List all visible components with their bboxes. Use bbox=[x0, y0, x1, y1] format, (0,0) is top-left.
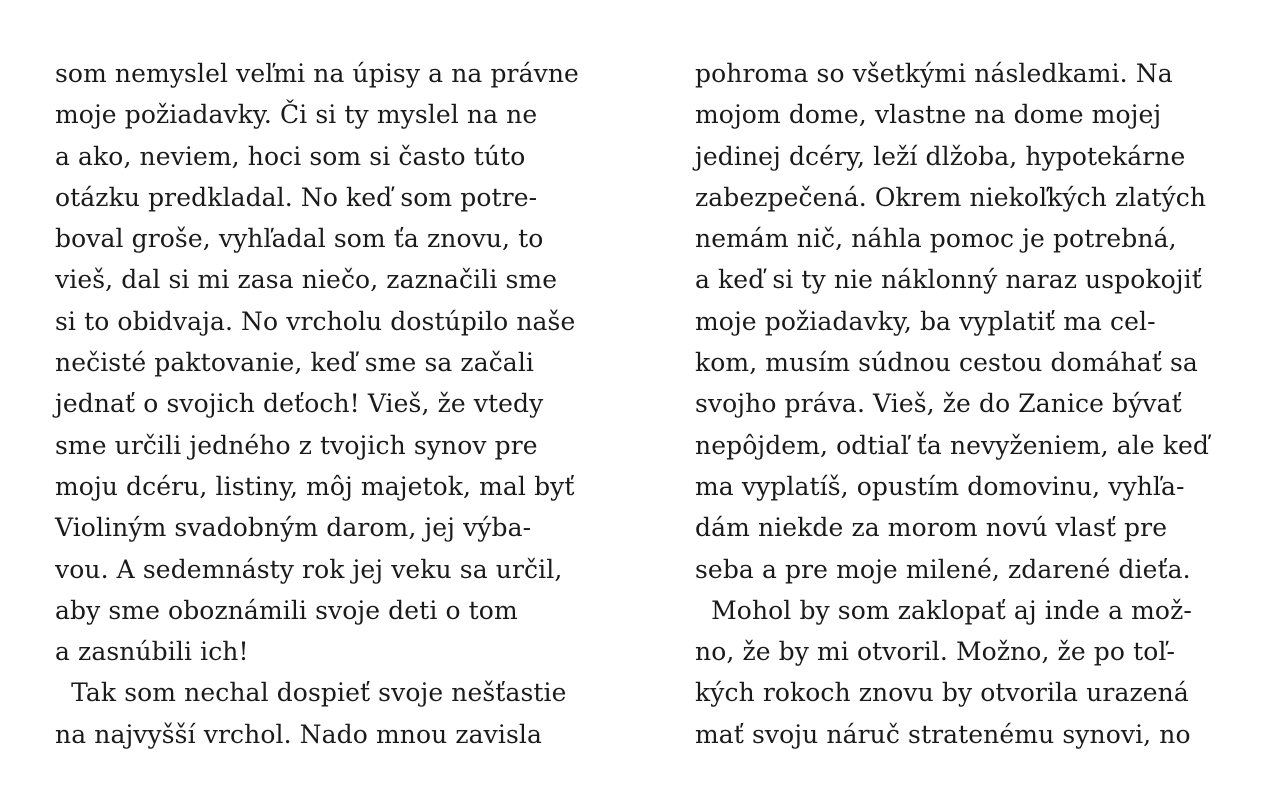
text-line: moje požiadavky. Či si ty myslel na ne bbox=[55, 100, 538, 130]
left-page-text bbox=[55, 53, 615, 755]
text-line: som nemyslel veľmi na úpisy a na právne bbox=[55, 59, 579, 88]
text-line: na najvyšší vrchol. Nado mnou zavisla bbox=[55, 719, 542, 749]
text-line: a keď si ty nie náklonný naraz uspokojiť bbox=[695, 265, 1202, 295]
text-line: a ako, neviem, hoci som si často túto bbox=[55, 141, 526, 171]
text-line: mojom dome, vlastne na dome mojej bbox=[695, 100, 1162, 130]
text-line: aby sme oboznámili svoje deti o tom bbox=[55, 595, 518, 625]
text-line: svojho práva. Vieš, že do Zanice bývať bbox=[695, 389, 1182, 419]
text-line: boval groše, vyhľadal som ťa znovu, to bbox=[55, 224, 544, 254]
text-line: moju dcéru, listiny, môj majetok, mal byť bbox=[55, 471, 575, 501]
text-line: Mohol by som zaklopať aj inde a mož- bbox=[695, 595, 1192, 625]
text-line: jednať o svojich deťoch! Vieš, že vtedy bbox=[55, 389, 544, 419]
text-line: vieš, dal si mi zasa niečo, zaznačili sme bbox=[55, 265, 558, 295]
text-line: no, že by mi otvoril. Možno, že po toľ- bbox=[695, 637, 1176, 667]
text-line: nemám nič, náhla pomoc je potrebná, bbox=[695, 224, 1177, 254]
text-line: kých rokoch znovu by otvorila urazená bbox=[695, 678, 1189, 708]
text-line: mať svoju náruč stratenému synovi, no bbox=[695, 719, 1191, 749]
text-line: moje požiadavky, ba vyplatiť ma cel- bbox=[695, 306, 1156, 336]
text-line: kom, musím súdnou cestou domáhať sa bbox=[695, 348, 1198, 378]
text-line: sme určili jedného z tvojich synov pre bbox=[55, 430, 538, 460]
text-line: nepôjdem, odtiaľ ťa nevyženiem, ale keď bbox=[695, 430, 1210, 460]
text-line: zabezpečená. Okrem niekoľkých zlatých bbox=[695, 182, 1207, 212]
text-line: Violiným svadobným darom, jej výba- bbox=[55, 513, 532, 543]
text-line: jedinej dcéry, leží dlžoba, hypotekárne bbox=[695, 141, 1186, 171]
text-line: seba a pre moje milené, zdarené dieťa. bbox=[695, 554, 1191, 584]
text-line: otázku predkladal. No keď som potre- bbox=[55, 182, 538, 212]
right-page-text bbox=[695, 53, 1255, 755]
text-line: dám niekde za morom novú vlasť pre bbox=[695, 513, 1168, 543]
text-line: si to obidvaja. No vrcholu dostúpilo naše bbox=[55, 306, 576, 336]
text-line: Tak som nechal dospieť svoje nešťastie bbox=[55, 678, 567, 708]
text-line: ma vyplatíš, opustím domovinu, vyhľa- bbox=[695, 471, 1185, 501]
text-line: nečisté paktovanie, keď sme sa začali bbox=[55, 348, 535, 378]
text-line: pohroma so všetkými následkami. Na bbox=[695, 59, 1173, 88]
text-line: vou. A sedemnásty rok jej veku sa určil, bbox=[55, 554, 563, 584]
text-line: a zasnúbili ich! bbox=[55, 637, 249, 667]
